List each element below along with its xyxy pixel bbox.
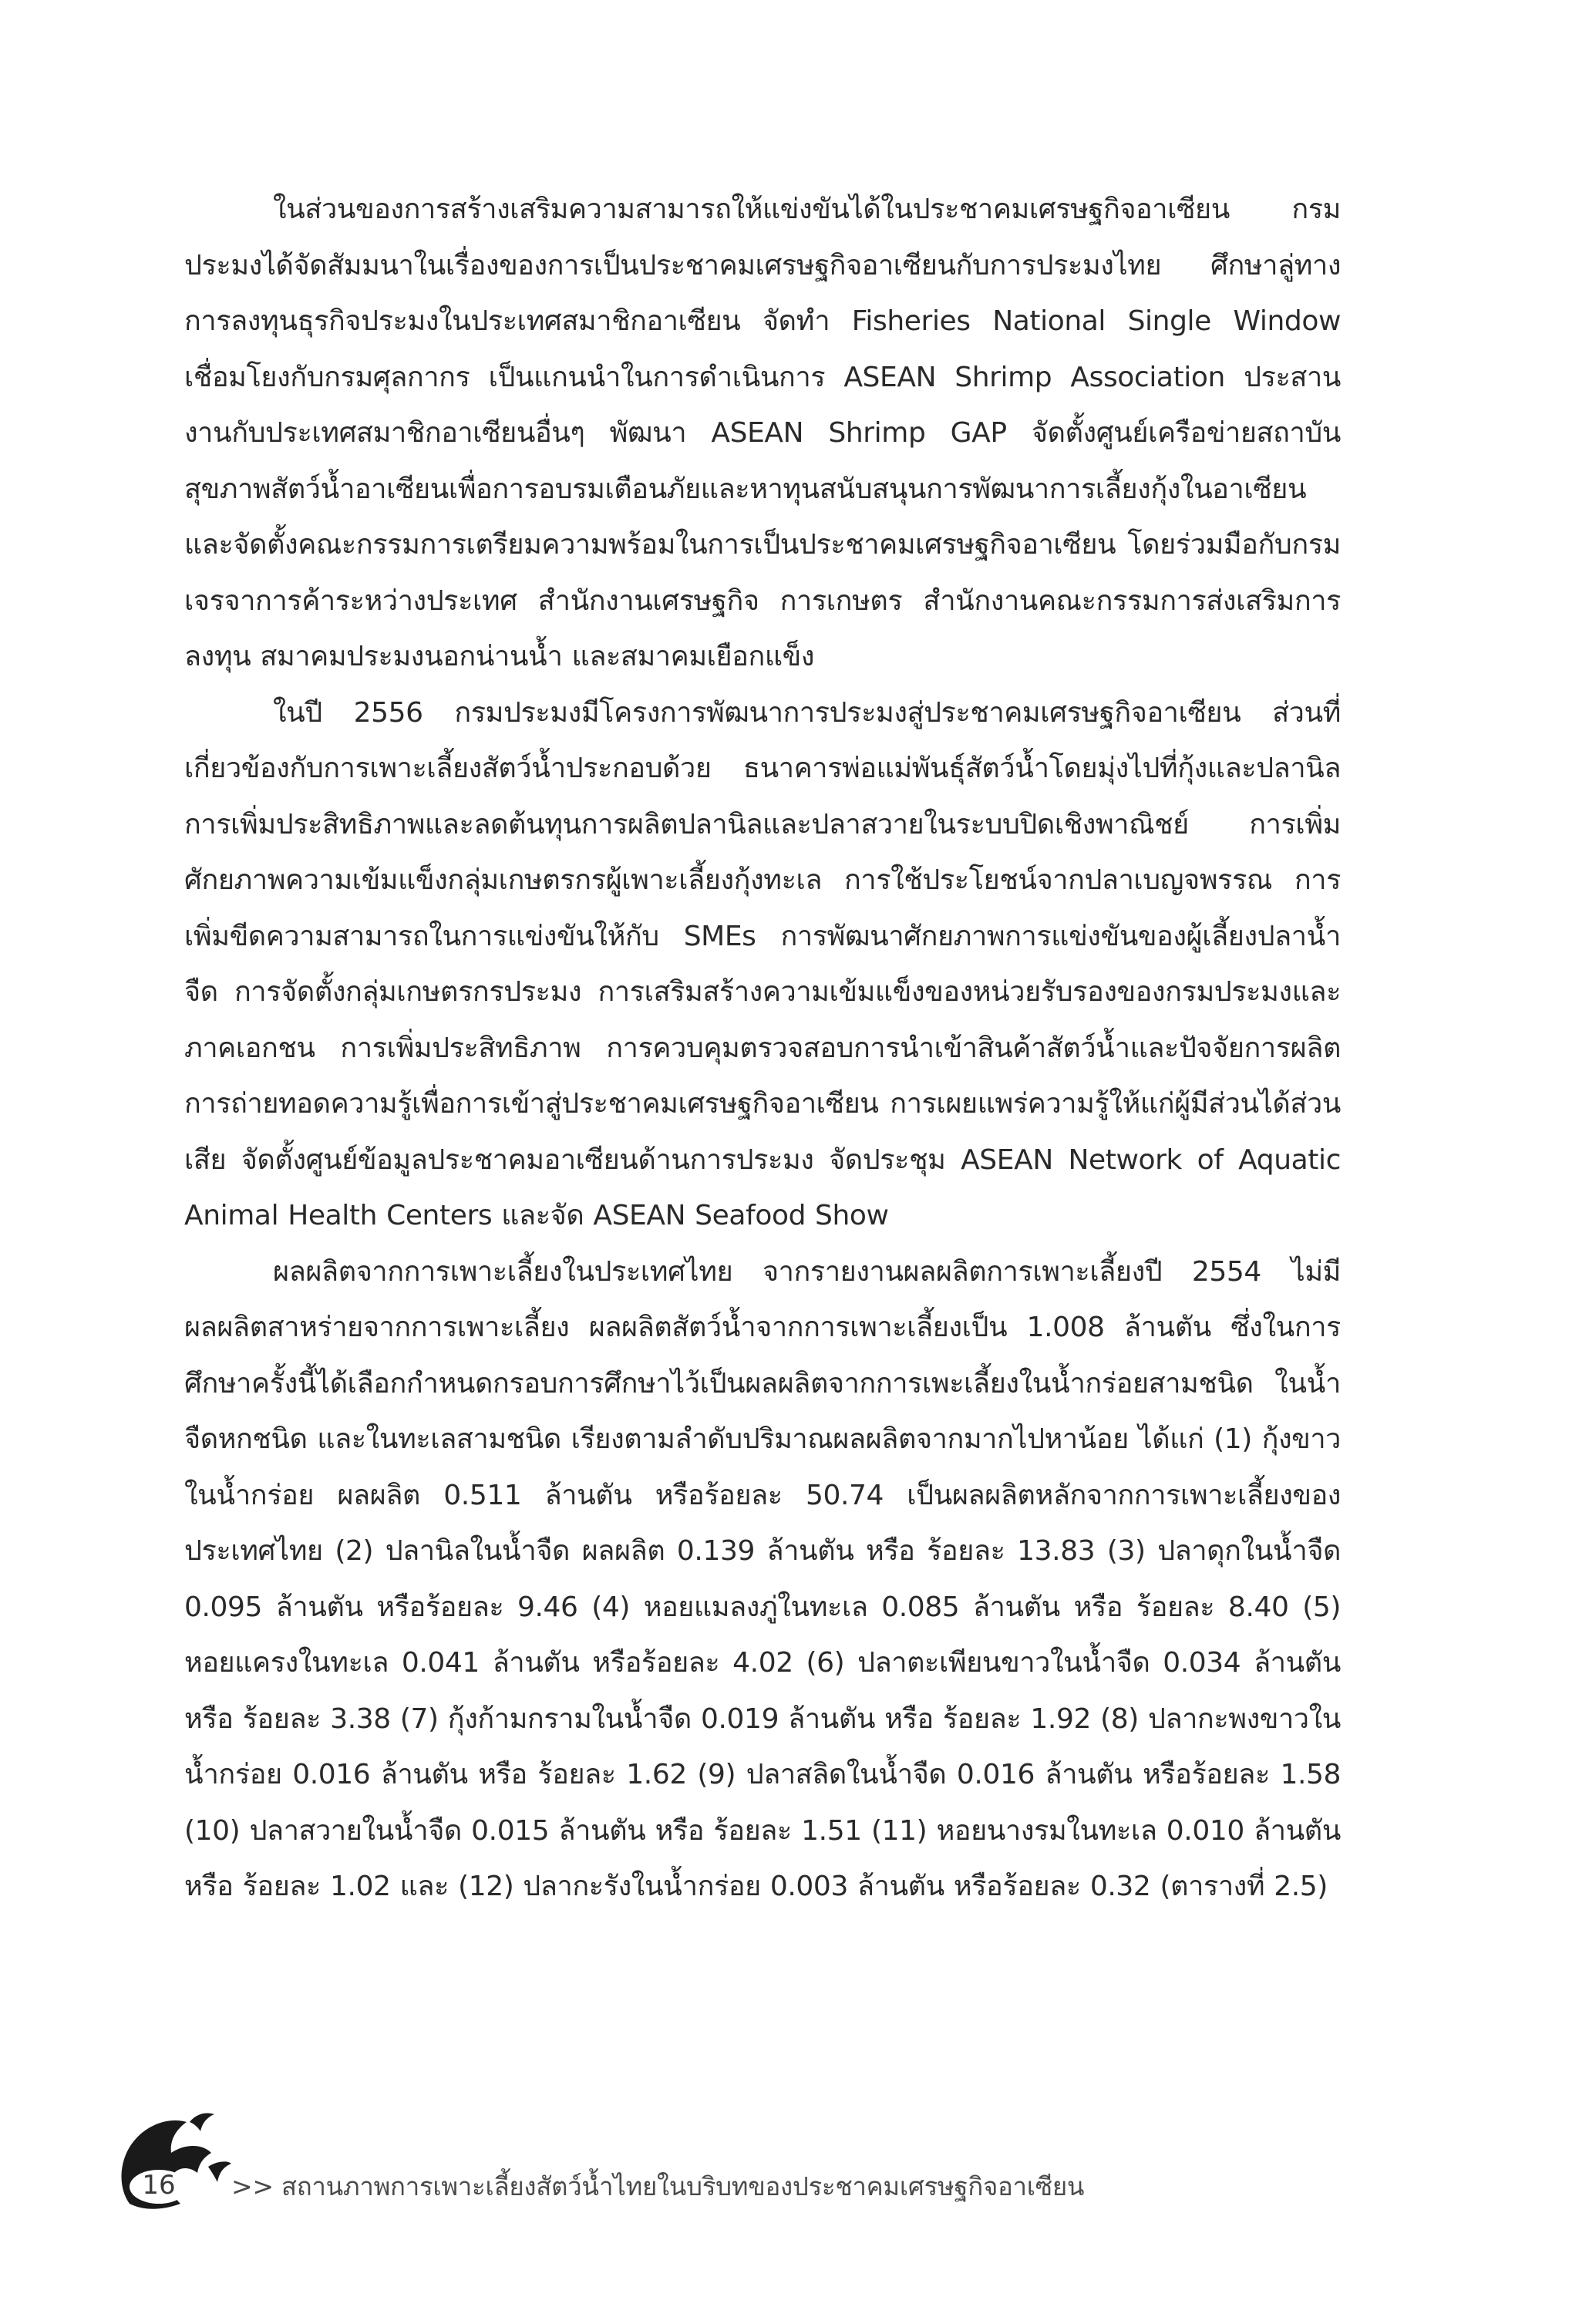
paragraph-aquaculture-production: ผลผลิตจากการเพาะเลี้ยงในประเทศไทย จากรายงานผลผลิตการเพาะเลี้ยงปี 2554 ไม่มีผลผลิตสาหร่ายจากการเพาะเลี้ยง ผลผลิตสัตว์น้ำจากการเพาะเลี้ยงเป็น 1.008 ล้านตัน ซึ่งในการศึกษาครั้งนี้ได้เลือกกำหนดกรอบการศึกษาไว้เป็นผลผลิตจากการเพะเลี้ยงในน้ำกร่อยสามชนิด ในน้ำจืดหกชนิด และในทะเลสามชนิด เรียงตามลำดับปริมาณผลผลิตจากมากไปหาน้อย ได้แก่ (1) กุ้งขาวในน้ำกร่อย ผลผลิต 0.511 ล้านตัน หรือร้อยละ 50.74 เป็นผลผลิตหลักจากการเพาะเลี้ยงของประเทศไทย (2) ปลานิลในน้ำจืด ผลผลิต 0.139 ล้านตัน หรือ ร้อยละ 13.83 (3) ปลาดุกในน้ำจืด 0.095 ล้านตัน หรือร้อยละ 9.46 (4) หอยแมลงภู่ในทะเล 0.085 ล้านตัน หรือ ร้อยละ 8.40 (5) หอยแครงในทะเล 0.041 ล้านตัน หรือร้อยละ 4.02 (6) ปลาตะเพียนขาวในน้ำจืด 0.034 ล้านตัน หรือ ร้อยละ 3.38 (7) กุ้งก้ามกรามในน้ำจืด 0.019 ล้านตัน หรือ ร้อยละ 1.92 (8) ปลากะพงขาวในน้ำกร่อย 0.016 ล้านตัน หรือ ร้อยละ 1.62 (9) ปลาสลิดในน้ำจืด 0.016 ล้านตัน หรือร้อยละ 1.58 (10) ปลาสวายในน้ำจืด 0.015 ล้านตัน หรือ ร้อยละ 1.51 (11) หอยนางรมในทะเล 0.010 ล้านตัน หรือ ร้อยละ 1.02 และ (12) ปลากะรังในน้ำกร่อย 0.003 ล้านตัน หรือร้อยละ 0.32 (ตารางที่ 2.5) <box>184 1255 1341 1902</box>
running-title: >> สถานภาพการเพาะเลี้ยงสัตว์น้ำไทยในบริบทของประชาคมเศรษฐกิจอาเซียน <box>231 2171 1085 2201</box>
page-footer <box>116 2113 1118 2221</box>
paragraph-asean-competitiveness: ในส่วนของการสร้างเสริมความสามารถให้แข่งขันได้ในประชาคมเศรษฐกิจอาเซียน กรมประมงได้จัดสัมมนาในเรื่องของการเป็นประชาคมเศรษฐกิจอาเซียนกับการประมงไทย ศึกษาลู่ทางการลงทุนธุรกิจประมงในประเทศสมาชิกอาเซียน จัดทำ Fisheries National Single Window เชื่อมโยงกับกรมศุลกากร เป็นแกนนำในการดำเนินการ ASEAN Shrimp Association ประสานงานกับประเทศสมาชิกอาเซียนอื่นๆ พัฒนา ASEAN Shrimp GAP จัดตั้งศูนย์เครือข่ายสถาบันสุขภาพสัตว์น้ำอาเซียนเพื่อการอบรมเตือนภัยและหาทุนสนับสนุนการพัฒนาการเลี้ยงกุ้งในอาเซียน และจัดตั้งคณะกรรมการเตรียมความพร้อมในการเป็นประชาคมเศรษฐกิจอาเซียน โดยร่วมมือกับกรมเจรจาการค้าระหว่างประเทศ สำนักงานเศรษฐกิจ การเกษตร สำนักงานคณะกรรมการส่งเสริมการลงทุน สมาคมประมงนอกน่านน้ำ และสมาคมเยือกแข็ง <box>184 194 1341 672</box>
body-text <box>184 182 1341 1915</box>
paragraph-2556-projects: ในปี 2556 กรมประมงมีโครงการพัฒนาการประมงสู่ประชาคมเศรษฐกิจอาเซียน ส่วนที่เกี่ยวข้องกับการเพาะเลี้ยงสัตว์น้ำประกอบด้วย ธนาคารพ่อแม่พันธุ์สัตว์น้ำโดยมุ่งไปที่กุ้งและปลานิล การเพิ่มประสิทธิภาพและลดต้นทุนการผลิตปลานิลและปลาสวายในระบบปิดเชิงพาณิชย์ การเพิ่มศักยภาพความเข้มแข็งกลุ่มเกษตรกรผู้เพาะเลี้ยงกุ้งทะเล การใช้ประโยชน์จากปลาเบญจพรรณ การเพิ่มขีดความสามารถในการแข่งขันให้กับ SMEs การพัฒนาศักยภาพการแข่งขันของผู้เลี้ยงปลาน้ำจืด การจัดตั้งกลุ่มเกษตรกรประมง การเสริมสร้างความเข้มแข็งของหน่วยรับรองของกรมประมงและภาคเอกชน การเพิ่มประสิทธิภาพ การควบคุมตรวจสอบการนำเข้าสินค้าสัตว์น้ำและปัจจัยการผลิต การถ่ายทอดความรู้เพื่อการเข้าสู่ประชาคมเศรษฐกิจอาเซียน การเผยแพร่ความรู้ให้แก่ผู้มีส่วนได้ส่วนเสีย จัดตั้งศูนย์ข้อมูลประชาคมอาเซียนด้านการประมง จัดประชุม ASEAN Network of Aquatic Animal Health Centers และจัด ASEAN Seafood Show <box>184 696 1341 1231</box>
page-number: 16 <box>142 2170 176 2201</box>
